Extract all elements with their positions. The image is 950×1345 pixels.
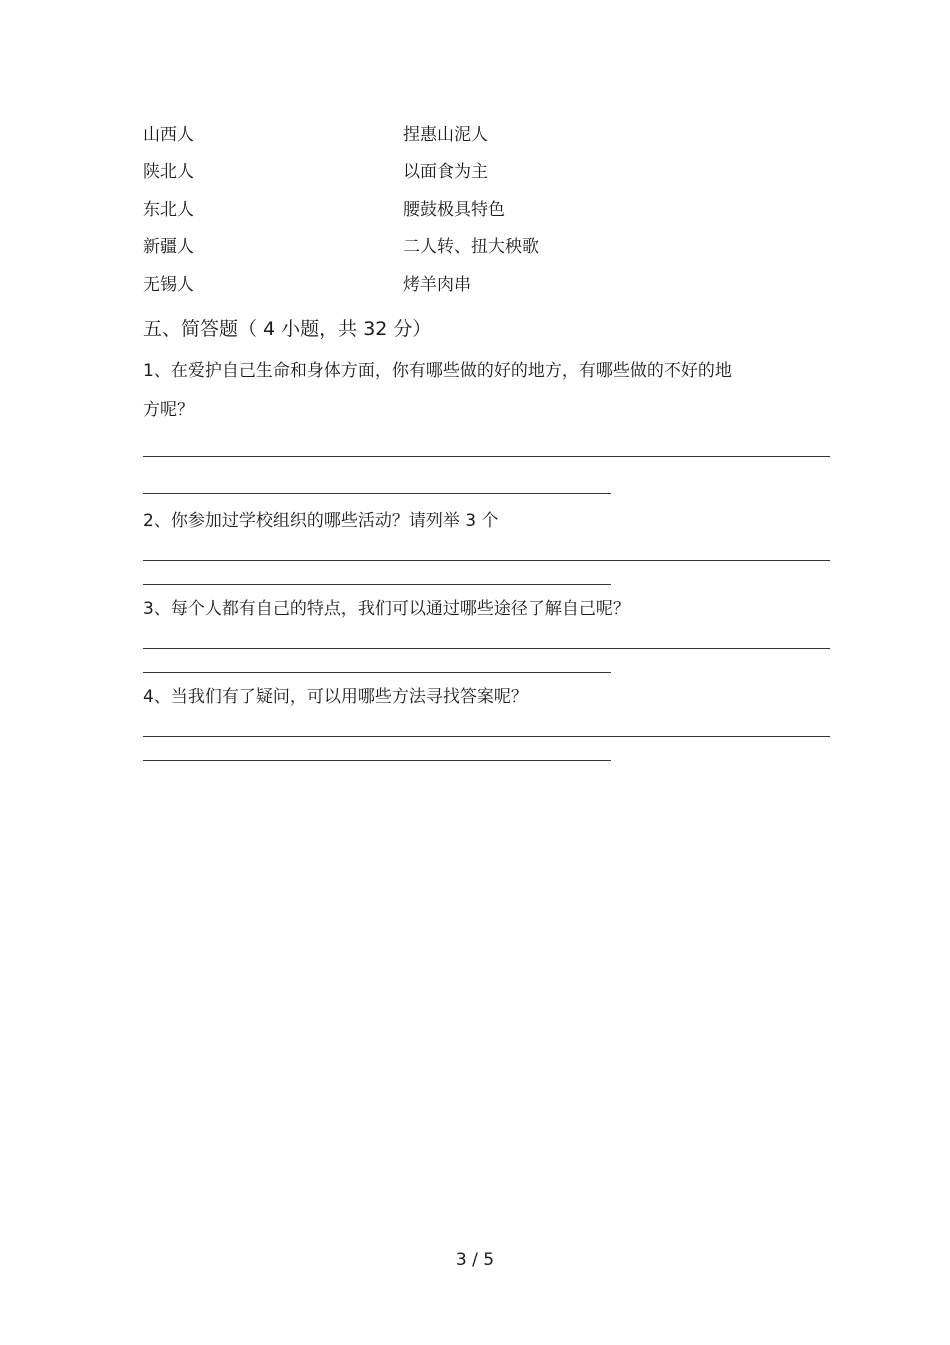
- answer-line: [143, 493, 611, 494]
- matching-right-item: 捏惠山泥人: [403, 125, 488, 145]
- section-title: 五、简答题（ 4 小题，共 32 分）: [143, 318, 432, 340]
- matching-left-item: 陕北人: [143, 162, 194, 182]
- matching-left-item: 东北人: [143, 200, 194, 220]
- matching-row: [143, 160, 743, 184]
- answer-line: [143, 672, 611, 673]
- answer-line: [143, 736, 830, 737]
- answer-line: [143, 648, 830, 649]
- answer-line: [143, 456, 830, 457]
- answer-line: [143, 584, 611, 585]
- question-text: 4、当我们有了疑问，可以用哪些方法寻找答案呢？: [143, 687, 528, 707]
- question-text: 3、每个人都有自己的特点，我们可以通过哪些途径了解自己呢？: [143, 599, 630, 619]
- answer-line: [143, 760, 611, 761]
- matching-left-item: 山西人: [143, 125, 194, 145]
- matching-row: [143, 198, 743, 222]
- matching-right-item: 二人转、扭大秧歌: [403, 237, 539, 257]
- matching-right-item: 腰鼓极具特色: [403, 200, 505, 220]
- question-text: 1、在爱护自己生命和身体方面，你有哪些做的好的地方，有哪些做的不好的地: [143, 361, 732, 381]
- answer-line: [143, 560, 830, 561]
- page-number: 3 / 5: [455, 1250, 495, 1270]
- matching-right-item: 烤羊肉串: [403, 275, 471, 295]
- matching-row: [143, 235, 743, 259]
- matching-right-item: 以面食为主: [403, 162, 488, 182]
- question-text-continued: 方呢？: [143, 400, 194, 420]
- matching-row: [143, 123, 743, 147]
- matching-left-item: 新疆人: [143, 237, 194, 257]
- question-text: 2、你参加过学校组织的哪些活动？请列举 3 个: [143, 511, 499, 531]
- matching-left-item: 无锡人: [143, 275, 194, 295]
- matching-row: [143, 273, 743, 297]
